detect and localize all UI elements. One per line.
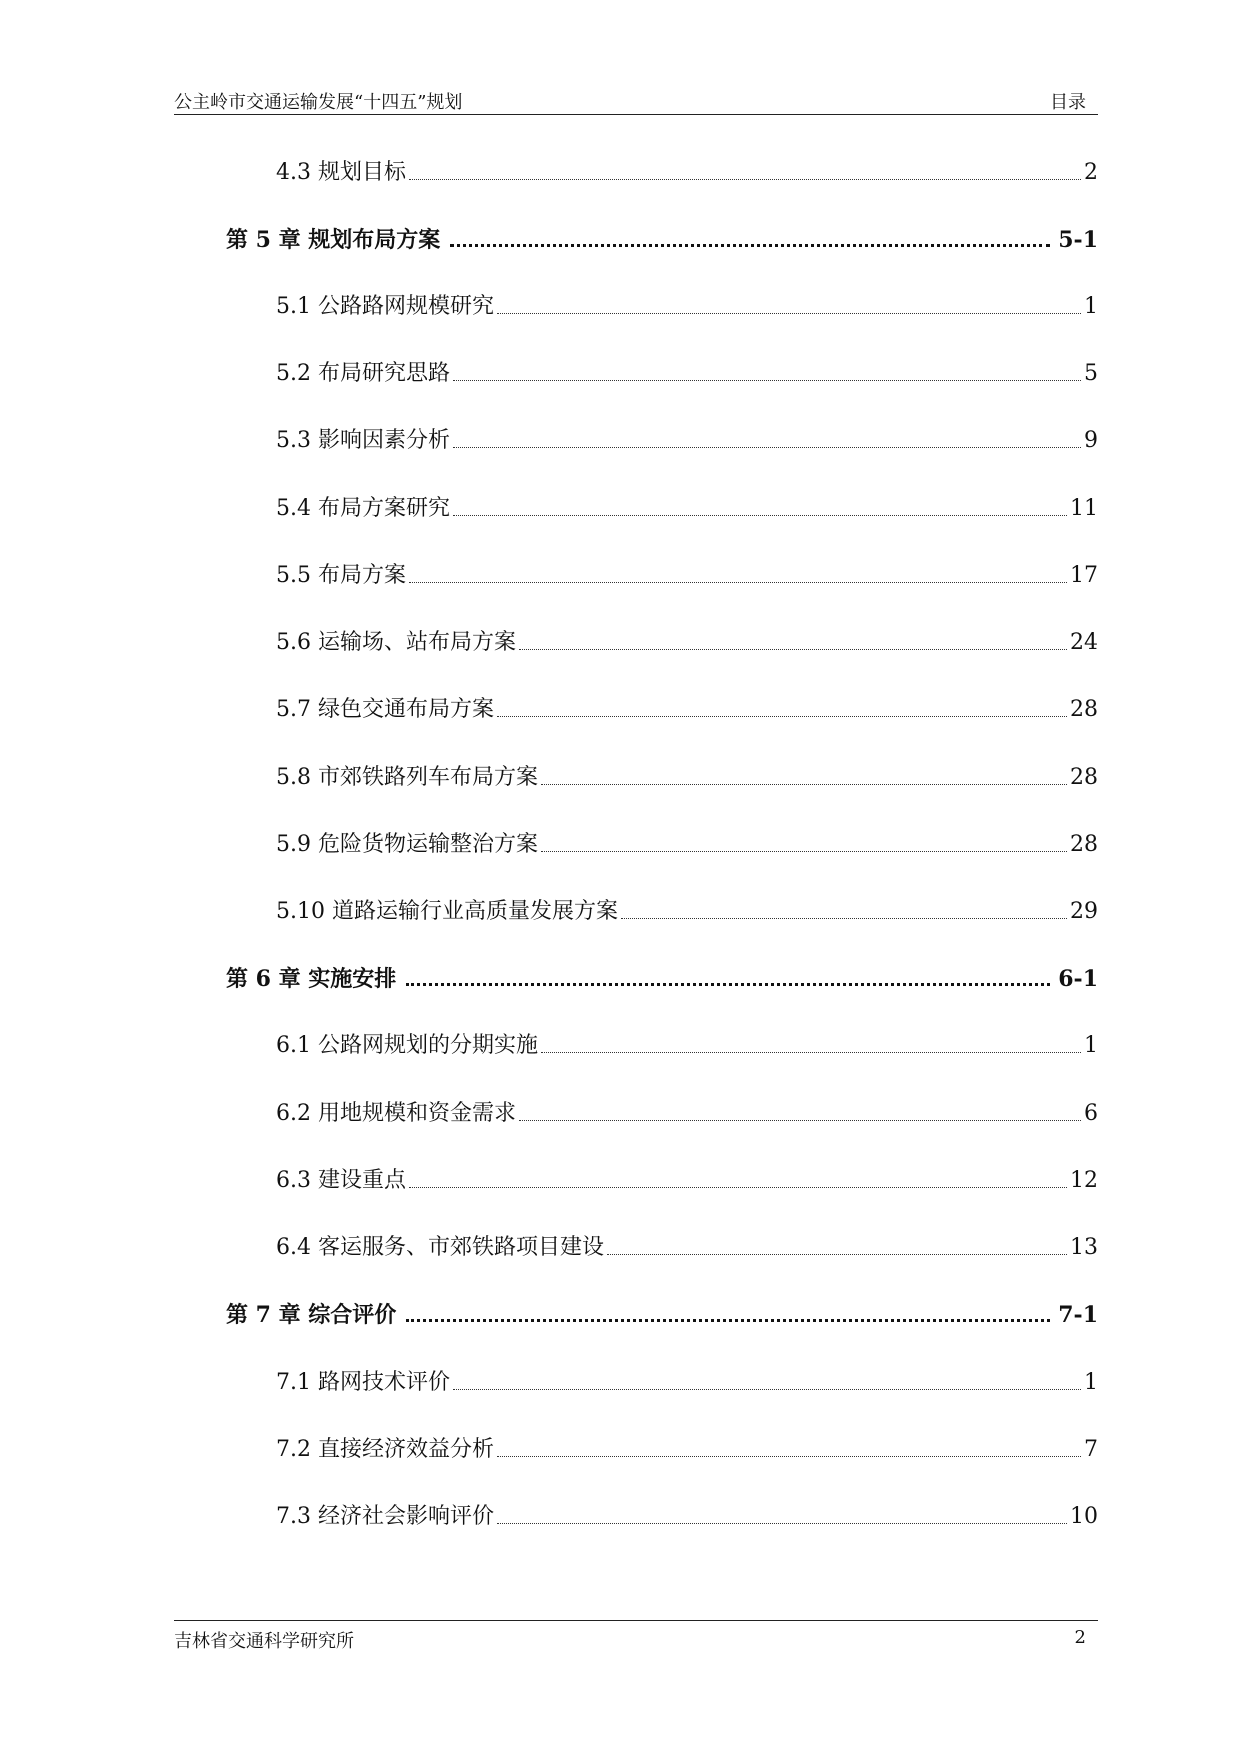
toc-entry-page: 28: [1070, 832, 1098, 857]
toc-entry-6-1[interactable]: [276, 1031, 1098, 1061]
toc-entry-title: 6.3 建设重点: [276, 1168, 406, 1193]
toc-leader: [519, 649, 1067, 650]
toc-entry-5-9[interactable]: [276, 830, 1098, 860]
toc-entry-title: 6.2 用地规模和资金需求: [276, 1101, 516, 1126]
toc-entry-5-8[interactable]: [276, 763, 1098, 793]
toc-entry-page: 11: [1070, 496, 1098, 521]
toc-leader: [450, 244, 1050, 247]
toc-leader: [497, 313, 1081, 314]
page-footer: [174, 1620, 1098, 1652]
toc-entry-7-2[interactable]: [276, 1435, 1098, 1465]
toc-entry-page: 1: [1084, 1033, 1098, 1058]
toc-leader: [409, 179, 1081, 180]
toc-leader: [541, 851, 1067, 852]
toc-entry-5-7[interactable]: [276, 695, 1098, 725]
toc-entry-title: 5.6 运输场、站布局方案: [276, 630, 516, 655]
toc-leader: [406, 983, 1050, 986]
toc-leader: [541, 1052, 1081, 1053]
toc-entry-page: 9: [1084, 428, 1098, 453]
toc-entry-title: 5.8 市郊铁路列车布局方案: [276, 765, 538, 790]
toc-entry-5-10[interactable]: [276, 897, 1098, 927]
toc-entry-title: 4.3 规划目标: [276, 160, 406, 185]
toc-entry-5-1[interactable]: [276, 292, 1098, 322]
toc-entry-5-3[interactable]: [276, 426, 1098, 456]
toc-entry-page: 5-1: [1058, 227, 1098, 253]
toc-entry-title: 5.3 影响因素分析: [276, 428, 450, 453]
toc-entry-title: 6.4 客运服务、市郊铁路项目建设: [276, 1235, 604, 1260]
toc-entry-5-2[interactable]: [276, 359, 1098, 389]
toc-entry-title: 5.5 布局方案: [276, 563, 406, 588]
toc-leader: [453, 447, 1081, 448]
toc-leader: [541, 784, 1067, 785]
toc-chapter-6[interactable]: [226, 964, 1098, 994]
toc-entry-page: 6: [1084, 1101, 1098, 1126]
toc-leader: [409, 582, 1067, 583]
toc-entry-title: 7.1 路网技术评价: [276, 1370, 450, 1395]
toc-entry-page: 6-1: [1058, 966, 1098, 992]
toc-entry-title: 7.3 经济社会影响评价: [276, 1504, 494, 1529]
toc-entry-page: 1: [1084, 1370, 1098, 1395]
toc-leader: [453, 515, 1067, 516]
toc-entry-page: 7-1: [1058, 1302, 1098, 1328]
toc-entry-7-1[interactable]: [276, 1368, 1098, 1398]
toc-entry-page: 13: [1070, 1235, 1098, 1260]
toc-entry-5-4[interactable]: [276, 494, 1098, 524]
toc-entry-title: 7.2 直接经济效益分析: [276, 1437, 494, 1462]
toc-entry-page: 28: [1070, 697, 1098, 722]
toc-chapter-5[interactable]: [226, 225, 1098, 255]
toc-entry-page: 29: [1070, 899, 1098, 924]
toc-leader: [497, 1523, 1067, 1524]
toc-entry-title: 5.7 绿色交通布局方案: [276, 697, 494, 722]
toc-leader: [497, 1456, 1081, 1457]
toc-leader: [406, 1319, 1050, 1322]
toc-entry-7-3[interactable]: [276, 1502, 1098, 1532]
toc-entry-title: 第 5 章 规划布局方案: [226, 227, 441, 253]
toc-entry-6-3[interactable]: [276, 1166, 1098, 1196]
page-number: 2: [1074, 1627, 1086, 1648]
toc-leader: [607, 1254, 1067, 1255]
toc-entry-page: 17: [1070, 563, 1098, 588]
toc-entry-page: 5: [1084, 361, 1098, 386]
toc-entry-6-2[interactable]: [276, 1099, 1098, 1129]
toc-entry-5-5[interactable]: [276, 561, 1098, 591]
toc-entry-title: 5.9 危险货物运输整治方案: [276, 832, 538, 857]
document-title: 公主岭市交通运输发展“十四五”规划: [174, 92, 463, 113]
toc-leader: [621, 918, 1067, 919]
toc-entry-title: 第 7 章 综合评价: [226, 1302, 397, 1328]
toc-entry-page: 2: [1084, 160, 1098, 185]
toc-entry-page: 12: [1070, 1168, 1098, 1193]
toc-entry-title: 5.2 布局研究思路: [276, 361, 450, 386]
toc-entry-title: 第 6 章 实施安排: [226, 966, 397, 992]
toc-leader: [409, 1187, 1067, 1188]
toc-entry-title: 5.1 公路路网规模研究: [276, 294, 494, 319]
toc-entry-page: 10: [1070, 1504, 1098, 1529]
toc-entry-page: 24: [1070, 630, 1098, 655]
toc-leader: [453, 380, 1081, 381]
toc-entry-title: 5.4 布局方案研究: [276, 496, 450, 521]
toc-entry-page: 7: [1084, 1437, 1098, 1462]
toc-leader: [497, 716, 1067, 717]
toc-entry-title: 6.1 公路网规划的分期实施: [276, 1033, 538, 1058]
toc-entry-title: 5.10 道路运输行业高质量发展方案: [276, 899, 618, 924]
toc-entry-page: 1: [1084, 294, 1098, 319]
page-header: [174, 84, 1098, 115]
toc-chapter-7[interactable]: [226, 1300, 1098, 1330]
toc-leader: [519, 1120, 1081, 1121]
toc-entry-4-3[interactable]: [276, 158, 1098, 188]
organization-name: 吉林省交通科学研究所: [174, 1631, 354, 1652]
toc-leader: [453, 1389, 1081, 1390]
section-label: 目录: [1050, 92, 1086, 113]
toc-entry-5-6[interactable]: [276, 628, 1098, 658]
toc-entry-6-4[interactable]: [276, 1233, 1098, 1263]
toc-entry-page: 28: [1070, 765, 1098, 790]
